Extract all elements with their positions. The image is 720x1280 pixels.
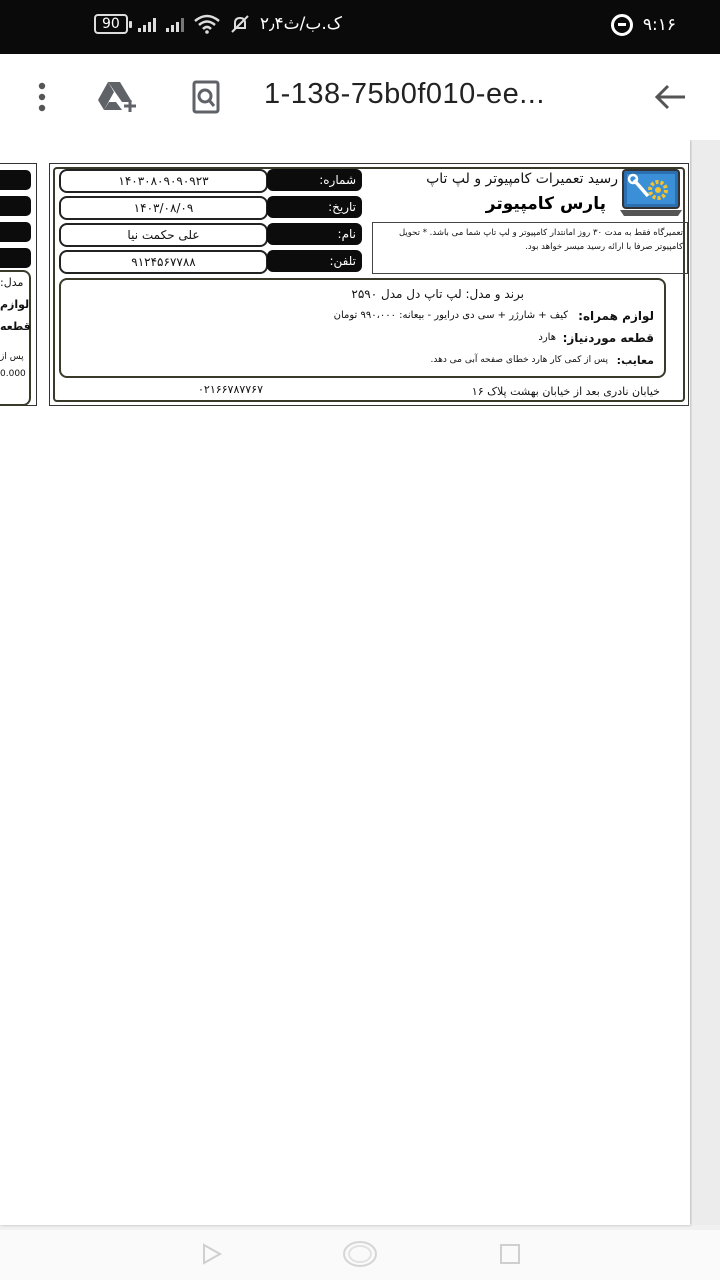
previous-receipt xyxy=(0,163,37,406)
page-scrollbar[interactable] xyxy=(692,140,720,1225)
prev-details-box xyxy=(0,270,31,406)
status-time: ۹:۱۶ xyxy=(642,15,676,35)
prev-accessories-text: لوازم xyxy=(0,298,30,311)
customer-phone-value: ۹۱۲۴۵۶۷۷۸۸ xyxy=(59,250,268,274)
search-document-icon xyxy=(191,80,221,114)
more-options-button[interactable] xyxy=(22,54,62,140)
shop-name: پارس کامپیوتر xyxy=(485,194,606,214)
find-in-document-button[interactable] xyxy=(186,54,226,140)
document-page xyxy=(0,140,690,1225)
customer-name-label: نام: xyxy=(267,223,362,245)
add-to-drive-button[interactable] xyxy=(94,54,142,140)
arrow-back-icon xyxy=(654,84,686,110)
repair-logo-icon xyxy=(620,168,682,218)
drive-add-icon xyxy=(96,80,140,114)
app-notification-icon xyxy=(611,14,633,36)
status-left xyxy=(94,14,342,34)
required-part-value: هارد xyxy=(538,332,556,343)
defects-label: معایب: xyxy=(616,354,654,367)
device-details-box xyxy=(59,278,666,378)
repair-receipt xyxy=(49,163,689,406)
receipt-notice: تعمیرگاه فقط به مدت ۳۰ روز امانتدار کامپیوتر و لپ تاپ شما می باشد. * تحویل کامپیوتر صرفا با ارائه رسید میسر خواهد بود. xyxy=(372,222,688,274)
wifi-icon xyxy=(194,14,220,34)
recents-nav-icon[interactable] xyxy=(498,1242,522,1266)
accessories-label: لوازم همراه: xyxy=(578,309,654,323)
prev-label-bar xyxy=(0,222,31,242)
accessories-value: کیف + شارژر + سی دی درایور - بیعانه: ۹۹۰،۰۰۰ تومان xyxy=(333,310,568,321)
receipt-date-value: ۱۴۰۳/۰۸/۰۹ xyxy=(59,196,268,220)
prev-amount-text: 0.000 xyxy=(0,369,26,379)
required-part-label: قطعه موردنیاز: xyxy=(562,331,654,345)
brand-model-line: برند و مدل: لپ تاپ دل مدل ۲۵۹۰ xyxy=(351,287,524,301)
prev-label-bar xyxy=(0,248,31,268)
prev-defects-text: پس از xyxy=(0,352,24,362)
prev-label-bar xyxy=(0,196,31,216)
back-button[interactable] xyxy=(648,54,692,140)
prev-part-text: قطعه xyxy=(0,320,31,333)
customer-phone-label: تلفن: xyxy=(267,250,362,272)
back-nav-icon[interactable] xyxy=(200,1242,224,1266)
prev-label-bar xyxy=(0,170,31,190)
battery-icon: 90 xyxy=(94,14,128,34)
signal-icon xyxy=(138,16,156,32)
document-title: 1-138-75b0f010-ee... xyxy=(264,78,545,110)
defects-value: پس از کمی کار هارد خطای صفحه آبی می دهد. xyxy=(430,355,608,365)
shop-address: خیابان نادری بعد از خیابان بهشت پلاک ۱۶ xyxy=(471,385,660,398)
status-right xyxy=(611,14,676,36)
viewer-toolbar xyxy=(0,54,720,141)
shop-phone: ۰۲۱۶۶۷۸۷۷۶۷ xyxy=(198,383,263,396)
bell-muted-icon xyxy=(230,14,250,34)
receipt-number-label: شماره: xyxy=(267,169,362,191)
signal-icon-2 xyxy=(166,16,184,32)
receipt-number-value: ۱۴۰۳۰۸۰۹۰۹۰۹۲۳ xyxy=(59,169,268,193)
receipt-date-label: تاریخ: xyxy=(267,196,362,218)
customer-name-value: علی حکمت نیا xyxy=(59,223,268,247)
prev-model-text: مدل: xyxy=(0,276,24,289)
status-bar xyxy=(0,0,720,54)
more-vertical-icon xyxy=(37,82,47,112)
home-nav-icon[interactable] xyxy=(342,1240,378,1268)
status-date: ۲٫۴ک.ب/ث xyxy=(259,14,342,34)
document-viewer[interactable] xyxy=(0,140,720,1230)
receipt-subtitle: رسید تعمیرات کامپیوتر و لپ تاپ xyxy=(426,171,618,187)
system-navigation-bar xyxy=(0,1230,720,1280)
